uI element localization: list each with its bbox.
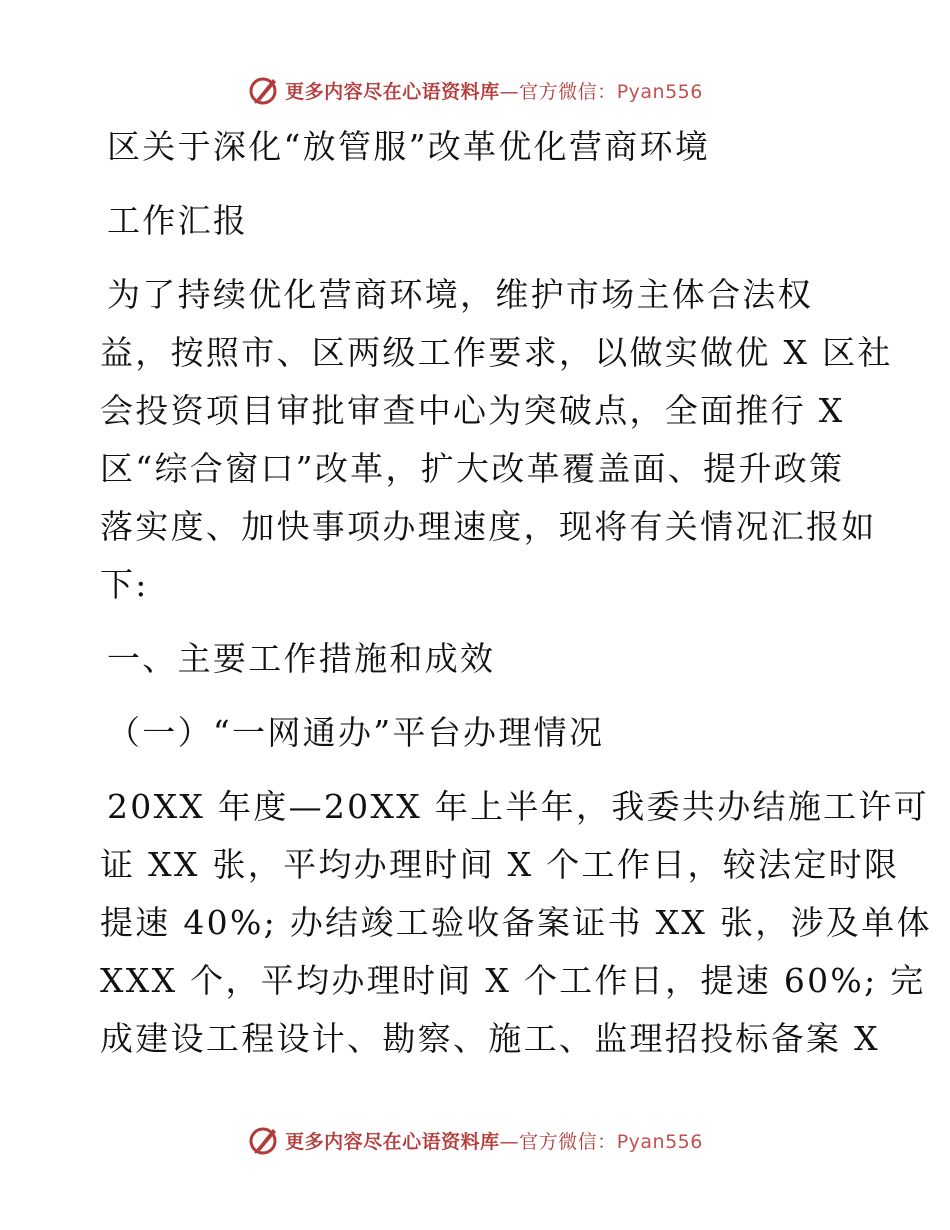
- paragraph-line: 区“综合窗口”改革，扩大改革覆盖面、提升政策: [100, 449, 845, 488]
- paragraph-line: 下:: [100, 565, 149, 604]
- paragraph-line: 会投资项目审批审查中心为突破点，全面推行 X: [100, 391, 845, 430]
- watermark-dash: —: [499, 1130, 520, 1153]
- document-title-line-2: 工作汇报: [107, 201, 249, 240]
- paragraph-line: 为了持续优化营商环境，维护市场主体合法权: [107, 275, 813, 314]
- document-title-line-1: 区关于深化“放管服”改革优化营商环境: [107, 127, 711, 166]
- quill-logo-icon: [247, 73, 281, 107]
- watermark-main-text: 更多内容尽在心语资料库: [285, 80, 500, 103]
- watermark-sub-text: 官方微信：: [519, 80, 617, 103]
- watermark-dash: —: [499, 80, 520, 103]
- watermark-wechat-id: Pyan556: [616, 80, 703, 103]
- paragraph-line: 益，按照市、区两级工作要求，以做实做优 X 区社: [100, 333, 893, 372]
- paragraph-line: XXX 个，平均办理时间 X 个工作日，提速 60%; 完: [100, 961, 926, 1000]
- watermark-main-text: 更多内容尽在心语资料库: [285, 1130, 500, 1153]
- paragraph-line: 证 XX 张，平均办理时间 X 个工作日，较法定时限: [100, 845, 900, 884]
- paragraph-line: 20XX 年度—20XX 年上半年，我委共办结施工许可: [107, 787, 930, 826]
- paragraph-line: 成建设工程设计、勘察、施工、监理招投标备案 X: [100, 1019, 880, 1058]
- paragraph-line: 落实度、加快事项办理速度，现将有关情况汇报如: [100, 507, 877, 546]
- footer-watermark: [0, 1120, 950, 1160]
- watermark-sub-text: 官方微信：: [519, 1130, 617, 1153]
- header-watermark: [0, 70, 950, 110]
- watermark-wechat-id: Pyan556: [616, 1130, 703, 1153]
- paragraph-line: 提速 40%; 办结竣工验收备案证书 XX 张，涉及单体: [100, 903, 932, 942]
- subsection-heading: （一）“一网通办”平台办理情况: [107, 713, 605, 752]
- quill-logo-icon: [247, 1123, 281, 1157]
- section-heading: 一、主要工作措施和成效: [107, 639, 496, 678]
